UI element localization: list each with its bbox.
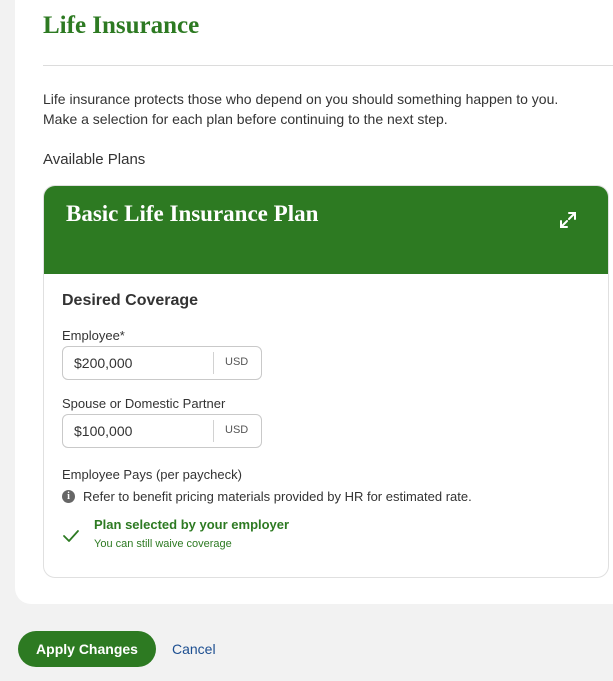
intro-line-2: Make a selection for each plan before continuing to the next step. [43, 111, 448, 127]
main-panel [15, 0, 613, 604]
desired-coverage-title: Desired Coverage [62, 292, 199, 309]
intro-line-1: Life insurance protects those who depend on you should something happen to you. [43, 91, 559, 107]
spouse-label: Spouse or Domestic Partner [62, 396, 226, 411]
employee-unit: USD [225, 356, 249, 368]
per-paycheck-text: (per paycheck) [155, 467, 242, 482]
plan-header [44, 186, 608, 274]
employee-label: Employee* [62, 328, 125, 343]
employee-coverage-field [62, 346, 262, 380]
employee-pays-text: Employee Pays [62, 467, 153, 482]
title-divider [43, 65, 613, 66]
plan-title: Basic Life Insurance Plan [66, 201, 319, 226]
spouse-unit: USD [225, 424, 249, 436]
employee-pays-label [62, 467, 242, 482]
pricing-info-text: Refer to benefit pricing materials provided by HR for estimated rate. [83, 489, 472, 504]
info-icon: i [62, 490, 75, 503]
available-plans-label: Available Plans [43, 151, 146, 168]
spouse-coverage-input[interactable] [63, 415, 213, 447]
expand-icon[interactable] [558, 210, 578, 230]
intro-text [43, 89, 603, 129]
field-separator [213, 420, 214, 442]
field-separator [213, 352, 214, 374]
waive-coverage-text: You can still waive coverage [94, 538, 232, 550]
employee-coverage-input[interactable] [63, 347, 213, 379]
spouse-coverage-field [62, 414, 262, 448]
cancel-link[interactable]: Cancel [172, 641, 216, 657]
plan-selected-title: Plan selected by your employer [94, 517, 290, 532]
pricing-info-row [62, 489, 472, 504]
checkmark-icon [62, 529, 80, 543]
page-title: Life Insurance [43, 12, 200, 39]
plan-card [43, 185, 609, 578]
apply-changes-button[interactable]: Apply Changes [18, 631, 156, 667]
